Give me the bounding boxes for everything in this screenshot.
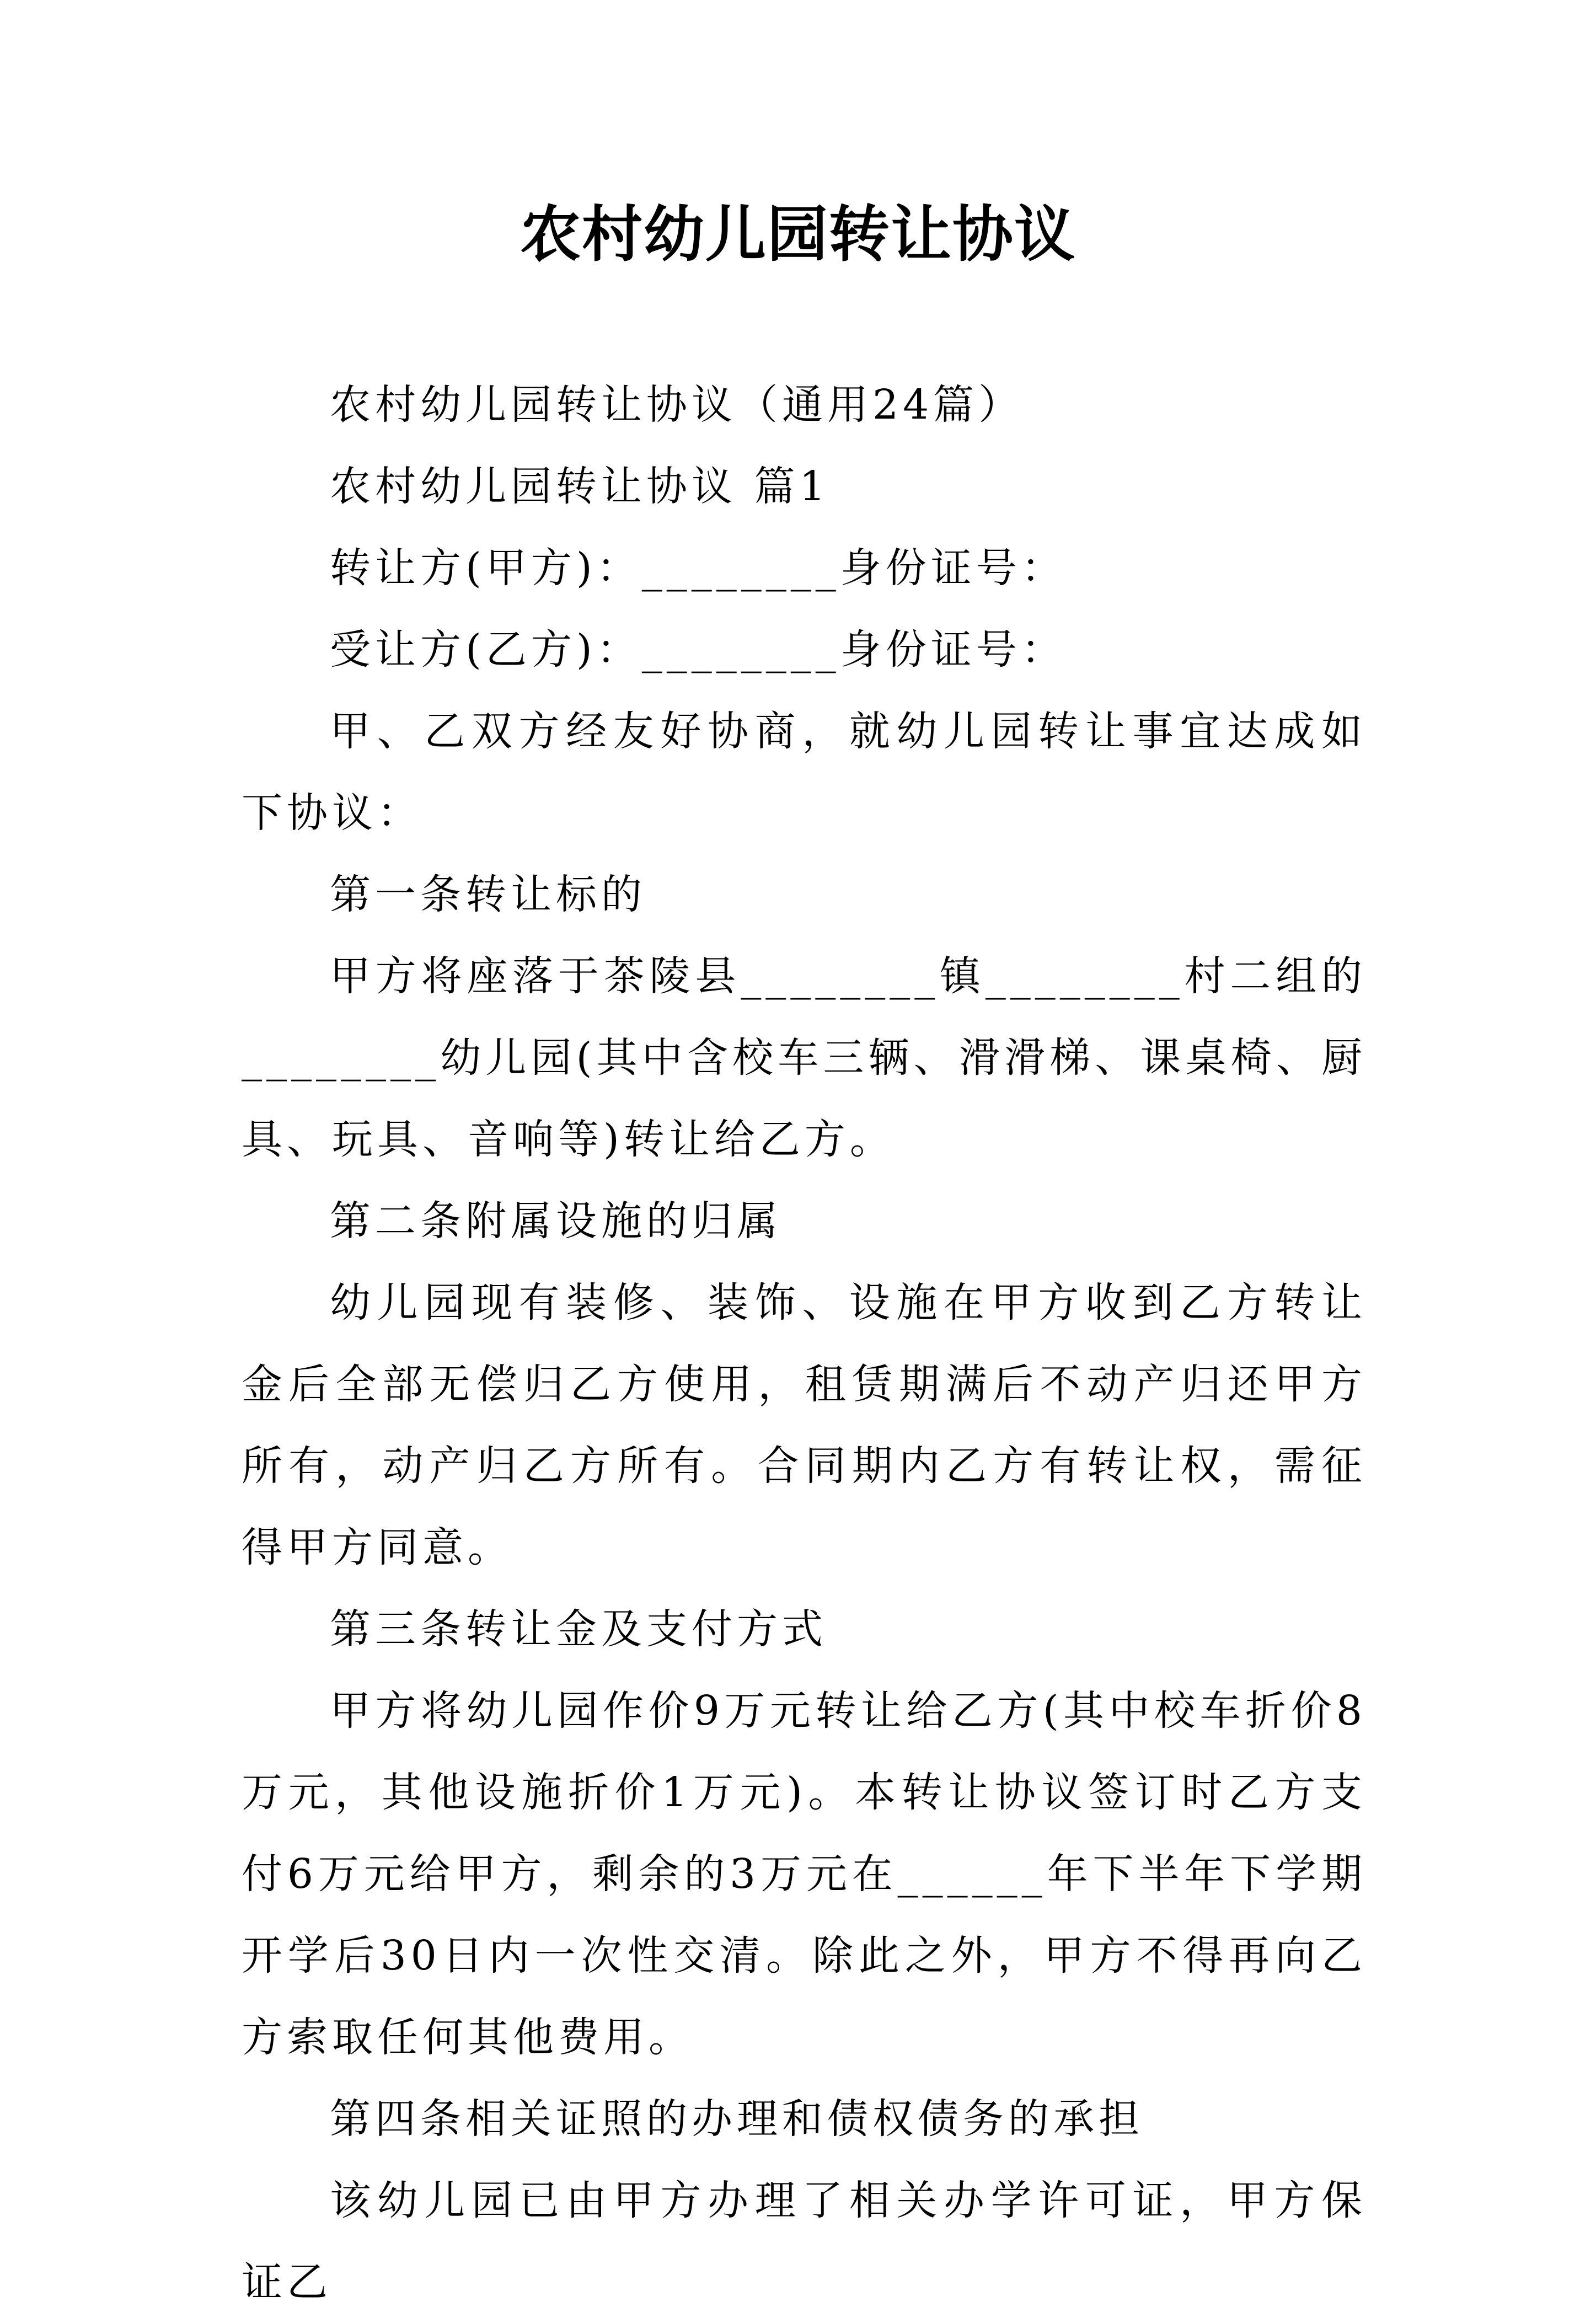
subtitle-line: 农村幼儿园转让协议（通用24篇） bbox=[330, 381, 1024, 429]
document-title: 农村幼儿园转让协议 bbox=[520, 199, 1076, 270]
document-body bbox=[242, 364, 1367, 2323]
article-3-heading: 第三条转让金及支付方式 bbox=[330, 1605, 827, 1653]
section-heading: 农村幼儿园转让协议 篇1 bbox=[330, 463, 830, 510]
transferee-line: 受让方(乙方)：________身份证号： bbox=[330, 626, 1067, 673]
intro-paragraph: 甲、乙双方经友好协商，就幼儿园转让事宜达成如下协议： bbox=[242, 708, 1367, 837]
article-3-body: 甲方将幼儿园作价9万元转让给乙方(其中校车折价8万元，其他设施折价1万元)。本转让协议签订时乙方支付6万元给甲方，剩余的3万元在______年下半年下学期开学后30日内一次性交清。除此之外，甲方不得再向乙方索取任何其他费用。 bbox=[242, 1687, 1367, 2061]
article-1-heading: 第一条转让标的 bbox=[330, 871, 646, 918]
transferor-line: 转让方(甲方)：________身份证号： bbox=[330, 544, 1067, 592]
article-2-body: 幼儿园现有装修、装饰、设施在甲方收到乙方转让金后全部无偿归乙方使用，租赁期满后不动产归还甲方所有，动产归乙方所有。合同期内乙方有转让权，需征得甲方同意。 bbox=[242, 1279, 1367, 1571]
article-2-heading: 第二条附属设施的归属 bbox=[330, 1197, 782, 1245]
article-1-body: 甲方将座落于茶陵县________镇________村二组的________幼儿园(其中含校车三辆、滑滑梯、课桌椅、厨具、玩具、音响等)转让给乙方。 bbox=[242, 952, 1367, 1163]
article-4-heading: 第四条相关证照的办理和债权债务的承担 bbox=[330, 2095, 1144, 2143]
article-4-body: 该幼儿园已由甲方办理了相关办学许可证，甲方保证乙 bbox=[242, 2177, 1367, 2306]
